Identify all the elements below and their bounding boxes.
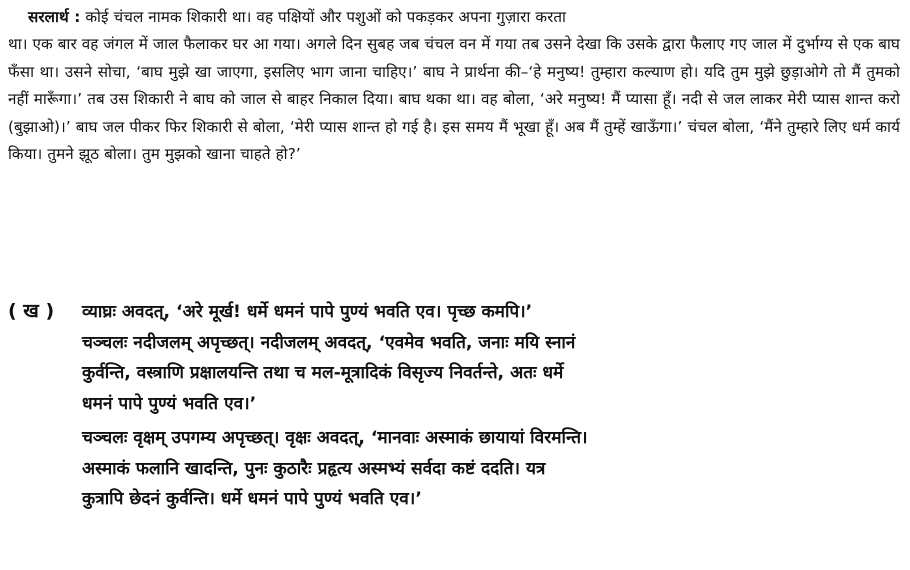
translation-line-6: बोला, ‘अरे मनुष्य! मैं प्यासा हूँ। नदी से जल लाकर मेरी प्यास शान्त करो (बुझाओ)।’ बाघ जल पीकर bbox=[8, 90, 900, 136]
translation-paragraph bbox=[8, 4, 900, 168]
translation-line-5: तो मैं तुमको नहीं मारूँगा।’ तब उस शिकारी ने बाघ को जाल से बाहर निकाल दिया। बाघ थका था। वह bbox=[8, 62, 900, 109]
sanskrit-line-4: धमनं पापे पुण्यं भवति एव।’ bbox=[82, 393, 257, 414]
translation-line-1-text: कोई चंचल नामक शिकारी था। वह पक्षियों और पशुओं को पकड़कर अपना गुज़ारा करता bbox=[85, 8, 567, 26]
translation-line-4: इसलिए भाग जाना चाहिए।’ बाघ ने प्रार्थना की–‘हे मनुष्य! तुम्हारा कल्याण हो। यदि तुम मुझे छुड़ाओगे bbox=[263, 62, 828, 81]
translation-line-7: फिर शिकारी से बोला, ‘मेरी प्यास शान्त हो गई है। इस समय मैं भूखा हूँ। अब मैं तुम्हें खाऊँगा।’ चंचल bbox=[165, 117, 718, 136]
translation-line-2: था। एक बार वह जंगल में जाल फैलाकर घर आ गया। अगले दिन सुबह जब चंचल वन में गया तब उसने bbox=[8, 35, 572, 54]
translation-line-3: देखा कि उसके द्वारा फैलाए गए जाल में दुर्भाग्य से एक बाघ फँसा था। उसने सोचा, ‘बाघ मुझे खा जाएगा, bbox=[8, 35, 900, 81]
sanskrit-line-1 bbox=[8, 296, 900, 328]
translation-line-8: बोला, ‘मैंने तुम्हारे लिए धर्म कार्य किया। तुमने झूठ बोला। तुम मुझको खाना चाहते हो?’ bbox=[8, 117, 900, 164]
sanskrit-line-6: अस्माकं फलानि खादन्ति, पुनः कुठारैः प्रहृत्य अस्मभ्यं सर्वदा कष्टं ददति। यत्र bbox=[82, 458, 546, 479]
sanskrit-line-2: चञ्चलः नदीजलम् अपृच्छत्। नदीजलम् अवदत्, ‘एवमेव भवति, जनाः मयि स्नानं bbox=[82, 332, 576, 353]
section-marker: ( ख ) bbox=[8, 300, 55, 322]
sanskrit-line-5: चञ्चलः वृक्षम् उपगम्य अपृच्छत्। वृक्षः अवदत्, ‘मानवाः अस्माकं छायायां विरमन्ति। bbox=[82, 428, 588, 448]
sanskrit-line-1-text: व्याघ्रः अवदत्, ‘अरे मूर्ख! धर्मे धमनं पापे पुण्यं भवति एव। पृच्छ कमपि।’ bbox=[82, 302, 533, 322]
sanskrit-line-7: कुत्रापि छेदनं कुर्वन्ति। धर्मे धमनं पापे पुण्यं भवति एव।’ bbox=[82, 489, 422, 509]
translation-label: सरलार्थ : bbox=[28, 8, 81, 26]
sanskrit-section bbox=[8, 296, 900, 515]
sanskrit-line-3: कुर्वन्ति, वस्त्राणि प्रक्षालयन्ति तथा च मल-मूत्रादिकं विसृज्य निवर्तन्ते, अतः धर्मे bbox=[82, 363, 564, 383]
translation-line-1 bbox=[8, 4, 900, 31]
